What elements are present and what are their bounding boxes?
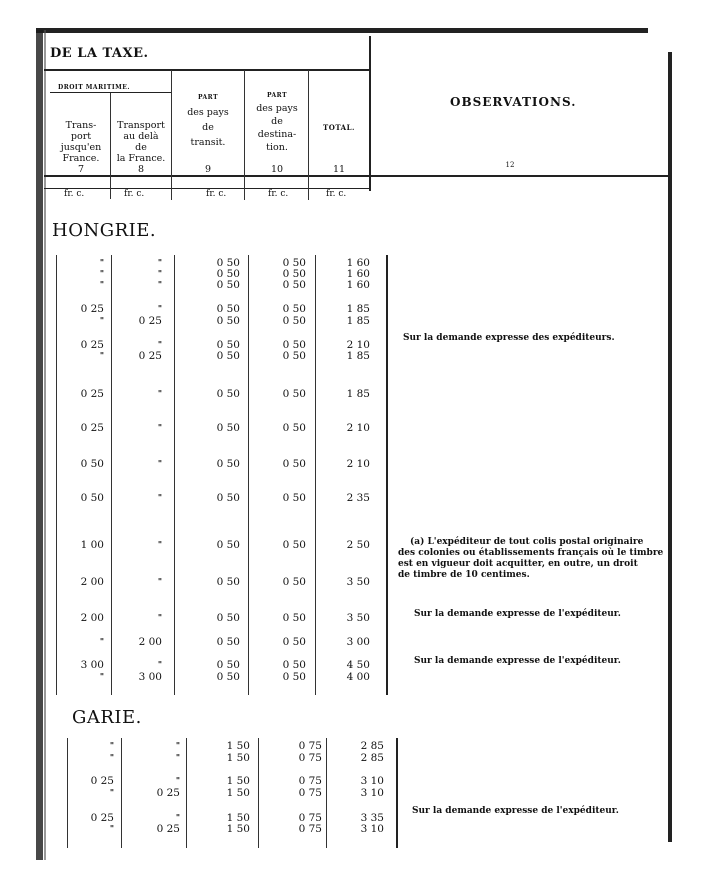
table-cell-c7: 0 25: [90, 775, 114, 787]
table-cell-c7: ": [109, 752, 114, 762]
table-cell-c8: ": [175, 752, 180, 762]
table-cell-c11: 2 10: [346, 422, 370, 434]
table-cell-c11: 3 10: [360, 775, 384, 787]
observation-4: Sur la demande expresse de l'expéditeur.: [414, 656, 621, 666]
table-cell-c10: 0 50: [282, 315, 306, 327]
table-cell-c8: ": [157, 303, 162, 313]
table-cell-c8: ": [157, 268, 162, 278]
table-cell-c9: 1 50: [226, 823, 250, 835]
table-cell-c8: 0 25: [138, 315, 162, 327]
table-cell-c10: 0 75: [298, 775, 322, 787]
unit-col-8: fr. c.: [124, 189, 145, 199]
table-cell-c8: ": [175, 812, 180, 822]
table-cell-c11: 2 10: [346, 339, 370, 351]
table-cell-c10: 0 50: [282, 458, 306, 470]
header-rule-title: [44, 69, 369, 71]
table-cell-c8: ": [157, 612, 162, 622]
table-cell-c10: 0 50: [282, 350, 306, 362]
table-cell-c7: 0 25: [80, 339, 104, 351]
table-cell-c9: 0 50: [216, 339, 240, 351]
top-rule: [36, 28, 648, 33]
table-cell-c11: 1 60: [346, 279, 370, 291]
table-cell-c8: 0 25: [138, 350, 162, 362]
unit-col-11: fr. c.: [326, 189, 347, 199]
header-col-divider-obs: [369, 36, 371, 191]
table-cell-c11: 4 50: [346, 659, 370, 671]
table-cell-c10: 0 50: [282, 422, 306, 434]
col-8-header: Transport au delà de la France.: [116, 120, 166, 164]
table-cell-c8: ": [157, 492, 162, 502]
body-rule-obs-1: [386, 255, 388, 695]
table-cell-c9: 0 50: [216, 257, 240, 269]
col-12-number: 12: [505, 161, 515, 169]
table-cell-c10: 0 50: [282, 339, 306, 351]
col-7-header: Trans- port jusqu'en France.: [60, 120, 102, 164]
table-cell-c11: 3 00: [346, 636, 370, 648]
table-cell-c9: 0 50: [216, 458, 240, 470]
table-cell-c9: 1 50: [226, 775, 250, 787]
table-cell-c11: 1 60: [346, 257, 370, 269]
table-cell-c11: 3 50: [346, 612, 370, 624]
table-cell-c9: 0 50: [216, 268, 240, 280]
body-rule-8-9-1: [174, 255, 175, 695]
table-cell-c11: 1 85: [346, 303, 370, 315]
table-cell-c8: ": [157, 659, 162, 669]
table-cell-c10: 0 50: [282, 388, 306, 400]
observation-1: Sur la demande expresse des expéditeurs.: [403, 333, 615, 343]
table-cell-c7: ": [99, 636, 104, 646]
table-cell-c9: 0 50: [216, 279, 240, 291]
header-col-divider-10-11: [308, 70, 309, 200]
table-cell-c11: 2 35: [346, 492, 370, 504]
maritime-rule: [50, 92, 172, 93]
table-cell-c10: 0 75: [298, 740, 322, 752]
section-title-hongrie: HONGRIE.: [52, 220, 157, 241]
unit-col-10: fr. c.: [268, 189, 289, 199]
table-cell-c7: 3 00: [80, 659, 104, 671]
table-cell-c8: ": [157, 576, 162, 586]
section-title-garie: GARIE.: [72, 707, 142, 728]
table-cell-c7: ": [99, 279, 104, 289]
table-cell-c8: ": [175, 775, 180, 785]
table-cell-c8: ": [175, 740, 180, 750]
scan-edge-left: [36, 30, 43, 860]
table-cell-c10: 0 75: [298, 787, 322, 799]
body-rule-9-10-2: [258, 738, 259, 848]
table-cell-c9: 0 50: [216, 388, 240, 400]
header-rule-numbers: [44, 175, 670, 177]
col-9-number: 9: [204, 164, 212, 175]
table-cell-c7: 0 25: [80, 422, 104, 434]
body-rule-10-11-2: [326, 738, 327, 848]
table-cell-c10: 0 50: [282, 612, 306, 624]
table-cell-c8: ": [157, 257, 162, 267]
col-9-header: PART des pays de transit.: [187, 94, 229, 148]
table-cell-c11: 3 10: [360, 823, 384, 835]
table-cell-c9: 0 50: [216, 303, 240, 315]
table-cell-c7: 0 25: [80, 303, 104, 315]
body-rule-7-8-2: [121, 738, 122, 848]
table-cell-c9: 0 50: [216, 659, 240, 671]
table-cell-c11: 3 35: [360, 812, 384, 824]
table-cell-c9: 0 50: [216, 671, 240, 683]
col-10-number: 10: [270, 164, 284, 175]
table-cell-c10: 0 75: [298, 812, 322, 824]
header-col-divider-9-10: [244, 70, 245, 200]
table-cell-c11: 4 00: [346, 671, 370, 683]
page-title: DE LA TAXE.: [50, 46, 149, 61]
table-cell-c10: 0 50: [282, 279, 306, 291]
table-cell-c7: ": [99, 315, 104, 325]
scan-edge-right: [668, 52, 672, 842]
table-cell-c10: 0 50: [282, 303, 306, 315]
table-cell-c7: ": [109, 787, 114, 797]
table-cell-c11: 1 85: [346, 315, 370, 327]
table-cell-c10: 0 50: [282, 659, 306, 671]
table-cell-c7: ": [109, 740, 114, 750]
observation-2: (a) L'expéditeur de tout colis postal originaire des colonies ou établissements français où le timbre est en vigueur doit acquitter, en outre, un droit de timbre de 10 centimes.: [398, 537, 664, 580]
col-7-number: 7: [77, 164, 85, 175]
table-cell-c7: ": [99, 257, 104, 267]
table-cell-c9: 0 50: [216, 422, 240, 434]
table-cell-c9: 0 50: [216, 636, 240, 648]
scan-edge-left-inner: [44, 30, 46, 860]
table-cell-c11: 3 10: [360, 787, 384, 799]
table-cell-c10: 0 50: [282, 636, 306, 648]
observation-3: Sur la demande expresse de l'expéditeur.: [414, 609, 621, 619]
table-cell-c10: 0 50: [282, 671, 306, 683]
header-col-divider-8-9: [171, 70, 172, 200]
table-cell-c8: ": [157, 458, 162, 468]
table-cell-c8: ": [157, 422, 162, 432]
col-10-header: PART des pays de destina- tion.: [256, 92, 298, 153]
table-cell-c7: ": [99, 671, 104, 681]
col-11-header: TOTAL.: [323, 123, 355, 132]
col-8-number: 8: [137, 164, 145, 175]
observation-5: Sur la demande expresse de l'expéditeur.: [412, 806, 619, 816]
table-cell-c11: 2 50: [346, 539, 370, 551]
table-cell-c11: 2 10: [346, 458, 370, 470]
body-rule-obs-2: [396, 738, 398, 848]
table-cell-c11: 2 85: [360, 752, 384, 764]
table-cell-c7: 0 50: [80, 492, 104, 504]
table-cell-c7: 2 00: [80, 576, 104, 588]
table-cell-c11: 2 85: [360, 740, 384, 752]
table-cell-c7: 2 00: [80, 612, 104, 624]
table-cell-c7: 0 25: [90, 812, 114, 824]
table-cell-c10: 0 75: [298, 823, 322, 835]
table-cell-c10: 0 50: [282, 492, 306, 504]
table-cell-c7: 0 25: [80, 388, 104, 400]
table-cell-c11: 1 60: [346, 268, 370, 280]
table-cell-c9: 1 50: [226, 812, 250, 824]
table-cell-c10: 0 75: [298, 752, 322, 764]
table-cell-c9: 0 50: [216, 539, 240, 551]
table-cell-c8: ": [157, 388, 162, 398]
table-cell-c8: 3 00: [138, 671, 162, 683]
body-rule-8-9-2: [186, 738, 187, 848]
table-cell-c7: 0 50: [80, 458, 104, 470]
table-cell-c10: 0 50: [282, 539, 306, 551]
body-rule-9-10-1: [248, 255, 249, 695]
table-cell-c8: ": [157, 339, 162, 349]
table-cell-c9: 0 50: [216, 612, 240, 624]
table-cell-c8: 0 25: [156, 823, 180, 835]
table-cell-c7: ": [109, 823, 114, 833]
table-cell-c8: 0 25: [156, 787, 180, 799]
table-cell-c9: 1 50: [226, 787, 250, 799]
body-rule-10-11-1: [315, 255, 316, 695]
col-12-header: OBSERVATIONS.: [450, 95, 577, 109]
table-cell-c9: 0 50: [216, 492, 240, 504]
table-cell-c9: 1 50: [226, 752, 250, 764]
body-rule-7-8-1: [111, 255, 112, 695]
table-cell-c8: 2 00: [138, 636, 162, 648]
table-cell-c9: 0 50: [216, 315, 240, 327]
table-cell-c9: 0 50: [216, 350, 240, 362]
table-cell-c8: ": [157, 279, 162, 289]
table-cell-c11: 3 50: [346, 576, 370, 588]
table-cell-c11: 1 85: [346, 388, 370, 400]
table-cell-c9: 0 50: [216, 576, 240, 588]
table-cell-c7: 1 00: [80, 539, 104, 551]
table-cell-c7: ": [99, 350, 104, 360]
table-cell-c10: 0 50: [282, 268, 306, 280]
table-cell-c8: ": [157, 539, 162, 549]
unit-col-9: fr. c.: [206, 189, 227, 199]
table-cell-c9: 1 50: [226, 740, 250, 752]
table-cell-c11: 1 85: [346, 350, 370, 362]
group-maritime-label: DROIT MARITIME.: [58, 84, 130, 91]
table-cell-c7: ": [99, 268, 104, 278]
unit-col-7: fr. c.: [64, 189, 85, 199]
table-cell-c10: 0 50: [282, 576, 306, 588]
col-11-number: 11: [332, 164, 346, 175]
table-cell-c10: 0 50: [282, 257, 306, 269]
